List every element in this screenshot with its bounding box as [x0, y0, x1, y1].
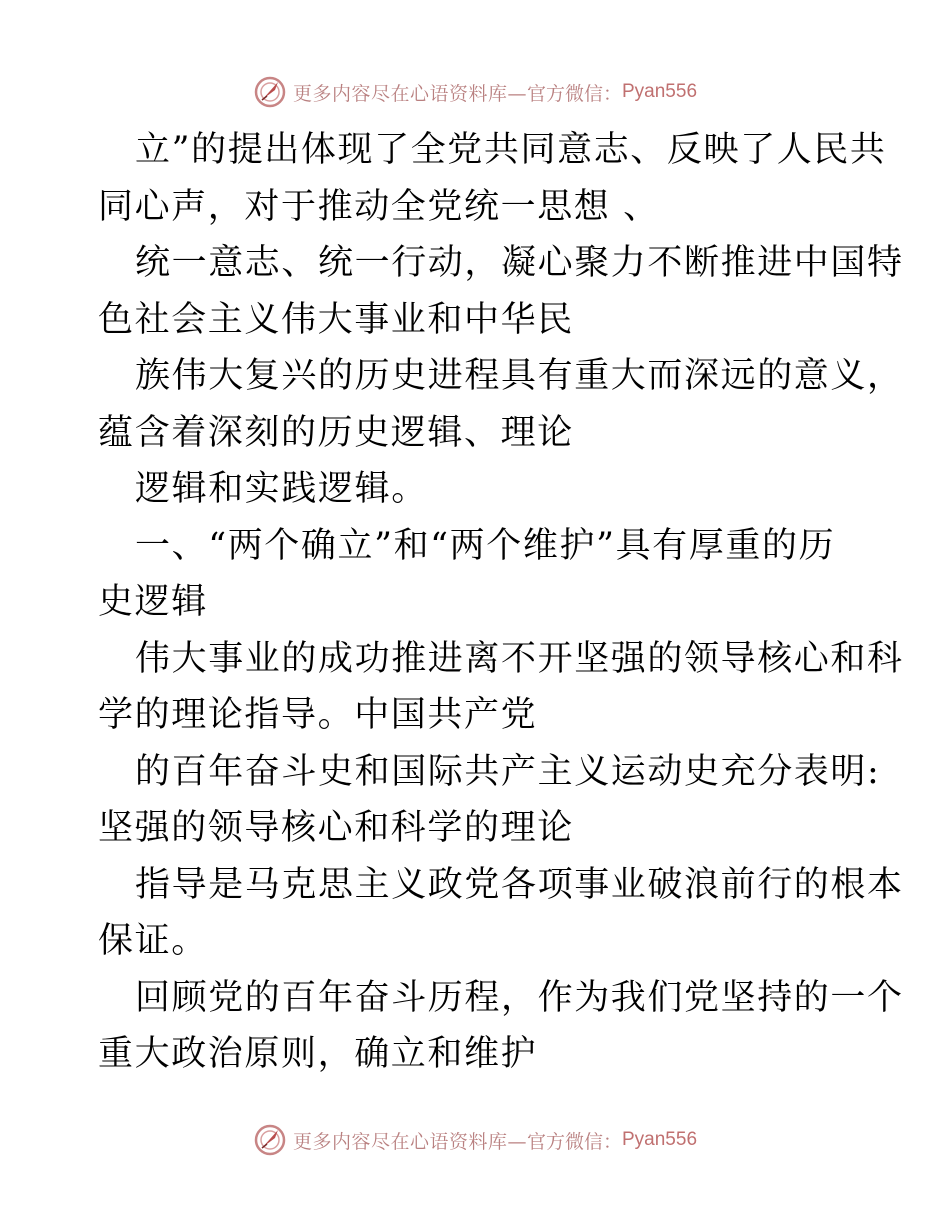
quill-logo-icon [253, 1123, 287, 1157]
text-line: 逻辑和实践逻辑。 [135, 469, 428, 509]
text-line: 重大政治原则，确立和维护 [98, 1034, 538, 1074]
text-line: 保证。 [98, 921, 208, 961]
promo-text: 更多内容尽在心语资料库— [292, 82, 527, 105]
text-line: 指导是马克思主义政党各项事业破浪前行的根本 [135, 864, 904, 905]
wechat-id: Pyan556 [622, 81, 698, 102]
text-line: 统一意志、统一行动，凝心聚力不断推进中国特 [135, 243, 904, 283]
text-line: 回顾党的百年奋斗历程，作为我们党坚持的一个 [135, 977, 904, 1018]
text-line: 坚强的领导核心和科学的理论 [98, 808, 574, 848]
quill-logo-icon [253, 75, 287, 109]
header-watermark [0, 72, 950, 112]
text-line: 伟大事业的成功推进离不开坚强的领导核心和科 [135, 638, 904, 679]
wechat-label: 官方微信： [526, 82, 622, 105]
footer-watermark [0, 1120, 950, 1160]
text-line: 立”的提出体现了全党共同意志、反映了人民共 [135, 130, 887, 170]
text-line: 的百年奋斗史和国际共产主义运动史充分表明: [135, 751, 881, 792]
section-heading-line: 史逻辑 [98, 582, 208, 622]
text-line: 学的理论指导。中国共产党 [98, 695, 538, 735]
text-line: 同心声，对于推动全党统一思想 、 [98, 186, 660, 227]
text-line: 蕴含着深刻的历史逻辑、理论 [98, 412, 574, 453]
section-heading-line: 一、“两个确立”和“两个维护”具有厚重的历 [135, 525, 836, 566]
body-text [98, 122, 904, 1083]
text-line: 族伟大复兴的历史进程具有重大而深远的意义， [135, 356, 904, 396]
wechat-label: 官方微信： [526, 1130, 622, 1153]
wechat-id: Pyan556 [622, 1129, 698, 1150]
promo-text: 更多内容尽在心语资料库— [292, 1130, 527, 1153]
text-line: 色社会主义伟大事业和中华民 [98, 299, 574, 340]
